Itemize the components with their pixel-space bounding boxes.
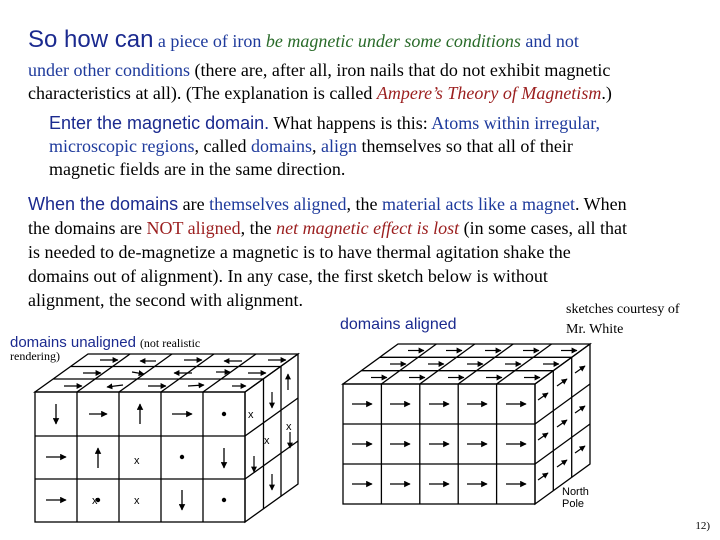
intro-text: a piece of iron bbox=[153, 31, 266, 51]
aligned-text: , the bbox=[240, 218, 277, 238]
unaligned-top-arrows bbox=[64, 360, 286, 387]
aligned-label-text: domains aligned bbox=[340, 316, 457, 333]
intro-line-2 bbox=[28, 60, 610, 81]
svg-text:x: x bbox=[264, 435, 270, 447]
domain-line-1 bbox=[49, 113, 600, 134]
aligned-text: is needed to de-magnetize a magnetic is to have thermal agitation shake the bbox=[28, 242, 571, 262]
domain-text: What happens is this: bbox=[269, 113, 432, 133]
credit-line-2 bbox=[566, 322, 623, 338]
aligned-term: material acts like a magnet bbox=[382, 194, 575, 214]
intro-text-italic: be magnetic under some conditions bbox=[265, 31, 521, 51]
credit-text: sketches courtesy of bbox=[566, 302, 680, 317]
svg-text:x: x bbox=[134, 455, 140, 467]
svg-text:x: x bbox=[134, 495, 140, 507]
aligned-heading: When the domains bbox=[28, 194, 179, 214]
intro-text: (there are, after all, iron nails that do not exhibit magnetic bbox=[189, 60, 611, 80]
domain-text: magnetic fields are in the same direction. bbox=[49, 159, 346, 179]
aligned-text: (in some cases, all that bbox=[459, 218, 628, 238]
aligned-line-3 bbox=[28, 242, 571, 263]
unaligned-side-x-marks bbox=[248, 409, 292, 447]
aligned-line-1 bbox=[28, 194, 627, 215]
aligned-text: domains out of alignment). In any case, the first sketch below is without bbox=[28, 266, 548, 286]
aligned-text: the domains are bbox=[28, 218, 147, 238]
svg-text:x: x bbox=[92, 495, 98, 507]
aligned-top-arrows bbox=[371, 351, 577, 378]
intro-line-3 bbox=[28, 83, 612, 104]
net-effect-term: net magnetic effect is lost bbox=[276, 218, 460, 238]
unaligned-note: rendering) bbox=[10, 349, 60, 363]
aligned-line-4 bbox=[28, 266, 548, 287]
slide-number: 12) bbox=[695, 520, 710, 532]
intro-text: .) bbox=[601, 83, 612, 103]
credit-text: Mr. White bbox=[566, 322, 624, 337]
intro-text: characteristics at all). (The explanation is called bbox=[28, 83, 377, 103]
unaligned-cube-diagram bbox=[28, 352, 308, 527]
aligned-text: are bbox=[178, 194, 210, 214]
unaligned-side-arrows bbox=[254, 374, 290, 490]
unaligned-label-text: domains unaligned bbox=[10, 334, 136, 351]
domain-text: microscopic regions bbox=[49, 136, 195, 156]
domain-text: themselves so that all of their bbox=[356, 136, 573, 156]
domain-text: , bbox=[311, 136, 321, 156]
aligned-side-arrows bbox=[538, 366, 585, 480]
aligned-text: . When bbox=[574, 194, 627, 214]
aligned-text: , the bbox=[346, 194, 383, 214]
aligned-label bbox=[340, 316, 457, 334]
north-pole-label bbox=[562, 486, 589, 510]
intro-text: under other conditions bbox=[28, 60, 190, 80]
domain-line-2 bbox=[49, 136, 573, 157]
domain-term: domains bbox=[250, 136, 312, 156]
domain-text: , called bbox=[194, 136, 251, 156]
aligned-line-5 bbox=[28, 290, 303, 311]
aligned-term: themselves aligned bbox=[209, 194, 347, 214]
domain-line-3 bbox=[49, 159, 345, 180]
domain-heading: Enter the magnetic domain. bbox=[49, 113, 270, 133]
intro-line-1 bbox=[28, 26, 579, 54]
domain-text: Atoms within irregular, bbox=[431, 113, 601, 133]
aligned-line-2 bbox=[28, 218, 627, 239]
north-pole-text: North bbox=[562, 486, 589, 498]
aligned-front-arrows bbox=[352, 404, 526, 484]
theory-name: Ampere’s Theory of Magnetism bbox=[376, 83, 602, 103]
aligned-text: alignment, the second with alignment. bbox=[28, 290, 303, 310]
intro-text: and not bbox=[520, 31, 579, 51]
credit-line-1 bbox=[566, 302, 680, 318]
not-aligned-term: NOT aligned bbox=[146, 218, 241, 238]
intro-heading: So how can bbox=[28, 26, 154, 53]
aligned-cube-diagram bbox=[338, 342, 598, 512]
domain-term: align bbox=[320, 136, 357, 156]
unaligned-note: (not realistic bbox=[139, 336, 201, 350]
svg-text:x: x bbox=[248, 409, 254, 421]
north-pole-text: Pole bbox=[562, 498, 585, 510]
svg-text:x: x bbox=[286, 421, 292, 433]
